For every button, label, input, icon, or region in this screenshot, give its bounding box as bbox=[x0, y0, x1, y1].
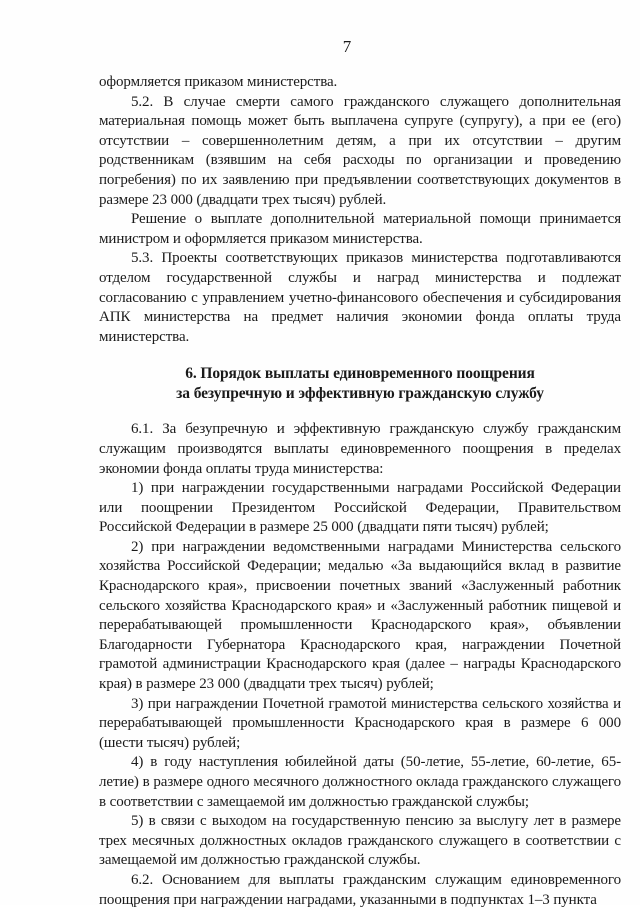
list-item-5: 5) в связи с выходом на государственную пенсию за выслугу лет в размере трех месячных должностных окладов гражданского служащего в соответствии с замещаемой им должностью гражданской службы. bbox=[99, 813, 621, 869]
paragraph-5-2: 5.2. В случае смерти самого гражданского служащего дополнительная материальная помощь может быть выплачена супруге (супругу), а при ее (его) отсутствии – совершеннолетним детям, а при их отсутствии – другим родственникам (взявшим на себя расходы по организации и проведению погребения) по их заявлению при предъявлении соответствующих документов в размере 23 000 (двадцати трех тысяч) рублей. bbox=[99, 93, 621, 208]
document-body bbox=[99, 73, 621, 910]
section-heading bbox=[99, 364, 621, 404]
section-heading-line-2: за безупречную и эффективную гражданскую службу bbox=[176, 385, 544, 403]
section-heading-line-1: 6. Порядок выплаты единовременного поощрения bbox=[185, 365, 535, 383]
paragraph-decision: Решение о выплате дополнительной материальной помощи принимается министром и оформляется приказом министерства. bbox=[99, 211, 621, 247]
paragraph-5-3: 5.3. Проекты соответствующих приказов министерства подготавливаются отделом государственной службы и наград министерства и подлежат согласованию с управлением учетно-финансового обеспечения и субсидирования АПК министерства на предмет наличия экономии фонда оплаты труда министерства. bbox=[99, 250, 621, 345]
paragraph-continuation: оформляется приказом министерства. bbox=[99, 74, 338, 90]
list-item-2: 2) при награждении ведомственными наградами Министерства сельского хозяйства Российской Федерации; медалью «За выдающийся вклад в развитие Краснодарского края», присвоении почетных званий «Заслуженный работник сельского хозяйства Краснодарского края» и «Заслуженный работник пищевой и перерабатывающей промышленности Краснодарского края», объявлении Благодарности Губернатора Краснодарского края, награждении Почетной грамотой администрации Краснодарского края (далее – награды Краснодарского края) в размере 23 000 (двадцати трех тысяч) рублей; bbox=[99, 538, 621, 693]
page-number: 7 bbox=[342, 37, 352, 56]
list-item-1: 1) при награждении государственными наградами Российской Федерации или поощрении Президентом Российской Федерации, Правительством Российской Федерации в размере 25 000 (двадцати пяти тысяч) рублей; bbox=[99, 480, 621, 536]
paragraph-6-1: 6.1. За безупречную и эффективную гражданскую службу гражданским служащим производятся выплаты единовременного поощрения в пределах экономии фонда оплаты труда министерства: bbox=[99, 421, 621, 477]
list-item-4: 4) в году наступления юбилейной даты (50-летие, 55-летие, 60-летие, 65-летие) в размере одного месячного должностного оклада гражданского служащего в соответствии с замещаемой им должностью гражданской службы; bbox=[99, 754, 621, 810]
paragraph-6-2: 6.2. Основанием для выплаты гражданским служащим единовременного поощрения при награждении наградами, указанными в подпунктах 1–3 пункта bbox=[99, 871, 621, 908]
list-item-3: 3) при награждении Почетной грамотой министерства сельского хозяйства и перерабатывающей промышленности Краснодарского края в размере 6 000 (шести тысяч) рублей; bbox=[99, 695, 621, 751]
